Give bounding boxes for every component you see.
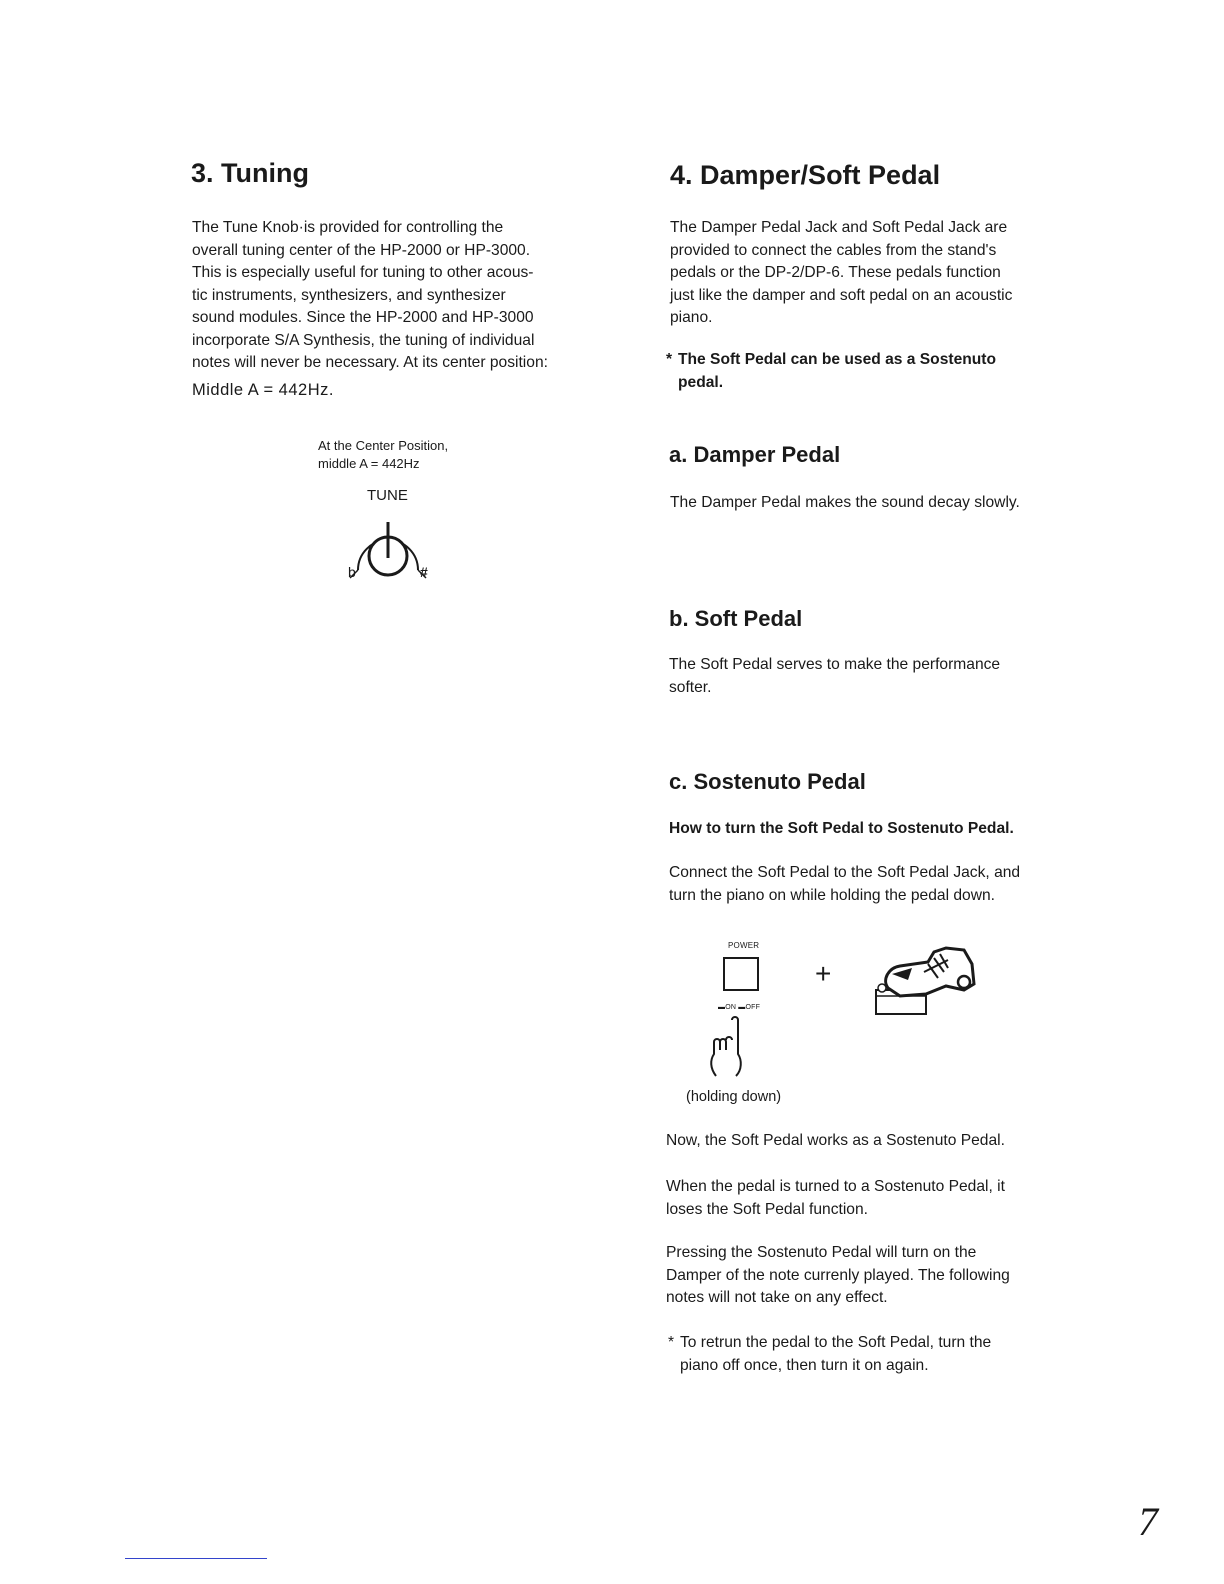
power-button-illustration (723, 957, 759, 991)
flat-symbol: b (348, 564, 356, 580)
power-label: POWER (728, 941, 760, 950)
on-off-label: ▬ON ▬OFF (718, 1004, 761, 1011)
page-number: 7 (1138, 1499, 1158, 1544)
damper-soft-line: just like the damper and soft pedal on an acoustic (670, 286, 1013, 304)
sostenuto-note (666, 349, 1098, 394)
tune-knob-label: TUNE (367, 487, 408, 504)
tuning-line: The Tune Knob·is provided for controlling the (192, 219, 504, 236)
now-works-text: Now, the Soft Pedal works as a Sostenuto Pedal. (666, 1132, 1005, 1149)
tune-caption-line1: At the Center Position, (318, 438, 449, 453)
retrun-note (668, 1332, 1090, 1377)
tune-caption-line2: middle A = 442Hz (318, 456, 420, 471)
holding-down-caption: (holding down) (686, 1089, 782, 1105)
sostenuto-howto: How to turn the Soft Pedal to Sostenuto Pedal. (669, 820, 1014, 837)
damper-soft-line: The Damper Pedal Jack and Soft Pedal Jack are (670, 219, 1008, 236)
pressing-paragraph (666, 1242, 1086, 1310)
damper-soft-line: pedals or the DP-2/DP-6. These pedals function (670, 264, 1001, 281)
damper-soft-paragraph (670, 217, 1090, 330)
soft-pedal-paragraph (669, 654, 1000, 699)
connect-line2: turn the piano on while holding the pedal down. (669, 886, 995, 904)
soft-pedal-title: b. Soft Pedal (669, 606, 803, 631)
sharp-symbol: # (420, 564, 428, 580)
connect-line1: Connect the Soft Pedal to the Soft Pedal Jack, and (669, 864, 1021, 881)
tuning-line: sound modules. Since the HP-2000 and HP-3000 (192, 309, 534, 326)
damper-pedal-text: The Damper Pedal makes the sound decay slowly. (670, 494, 1020, 511)
soft-pedal-line2: softer. (669, 678, 712, 696)
tuning-title: 3. Tuning (191, 158, 309, 188)
tune-figure-caption (318, 437, 448, 473)
tuning-paragraph (192, 217, 612, 375)
tuning-line: This is especially useful for tuning to other acous- (192, 264, 534, 281)
tuning-line: overall tuning center of the HP-2000 or HP-3000. (192, 241, 531, 259)
sostenuto-note-line2: pedal. (678, 373, 724, 391)
sostenuto-connect (669, 862, 1020, 907)
damper-soft-line: piano. (670, 309, 713, 326)
note-bullet: * (666, 351, 673, 368)
damper-soft-line: provided to connect the cables from the stand's (670, 241, 997, 259)
foot-on-pedal-icon (868, 944, 980, 1018)
tuning-line: incorporate S/A Synthesis, the tuning of individual (192, 331, 535, 349)
pressing-finger-icon (706, 1014, 756, 1084)
tuning-line: notes will never be necessary. At its center position: (192, 354, 548, 371)
sostenuto-title: c. Sostenuto Pedal (669, 769, 866, 794)
footer-rule (125, 1558, 267, 1559)
plus-sign: + (815, 958, 832, 989)
soft-pedal-line1: The Soft Pedal serves to make the performance (669, 656, 1001, 673)
sostenuto-note-line1: The Soft Pedal can be used as a Sostenuto (678, 351, 997, 368)
damper-pedal-title: a. Damper Pedal (669, 442, 841, 467)
retrun-line2: piano off once, then turn it on again. (680, 1356, 929, 1374)
middle-a-text: Middle A = 442Hz. (192, 381, 334, 399)
retrun-line1: To retrun the pedal to the Soft Pedal, turn the (680, 1334, 992, 1351)
loses-line2: loses the Soft Pedal function. (666, 1200, 868, 1218)
damper-soft-title: 4. Damper/Soft Pedal (670, 160, 941, 190)
pressing-line: notes will not take on any effect. (666, 1289, 888, 1306)
pressing-line: Pressing the Sostenuto Pedal will turn on the (666, 1244, 977, 1261)
pressing-line: Damper of the note currenly played. The following (666, 1266, 1010, 1284)
loses-function-paragraph (666, 1176, 1005, 1221)
tuning-line: tic instruments, synthesizers, and synthesizer (192, 286, 506, 304)
loses-line1: When the pedal is turned to a Sostenuto Pedal, it (666, 1178, 1005, 1195)
retrun-bullet: * (668, 1334, 675, 1351)
